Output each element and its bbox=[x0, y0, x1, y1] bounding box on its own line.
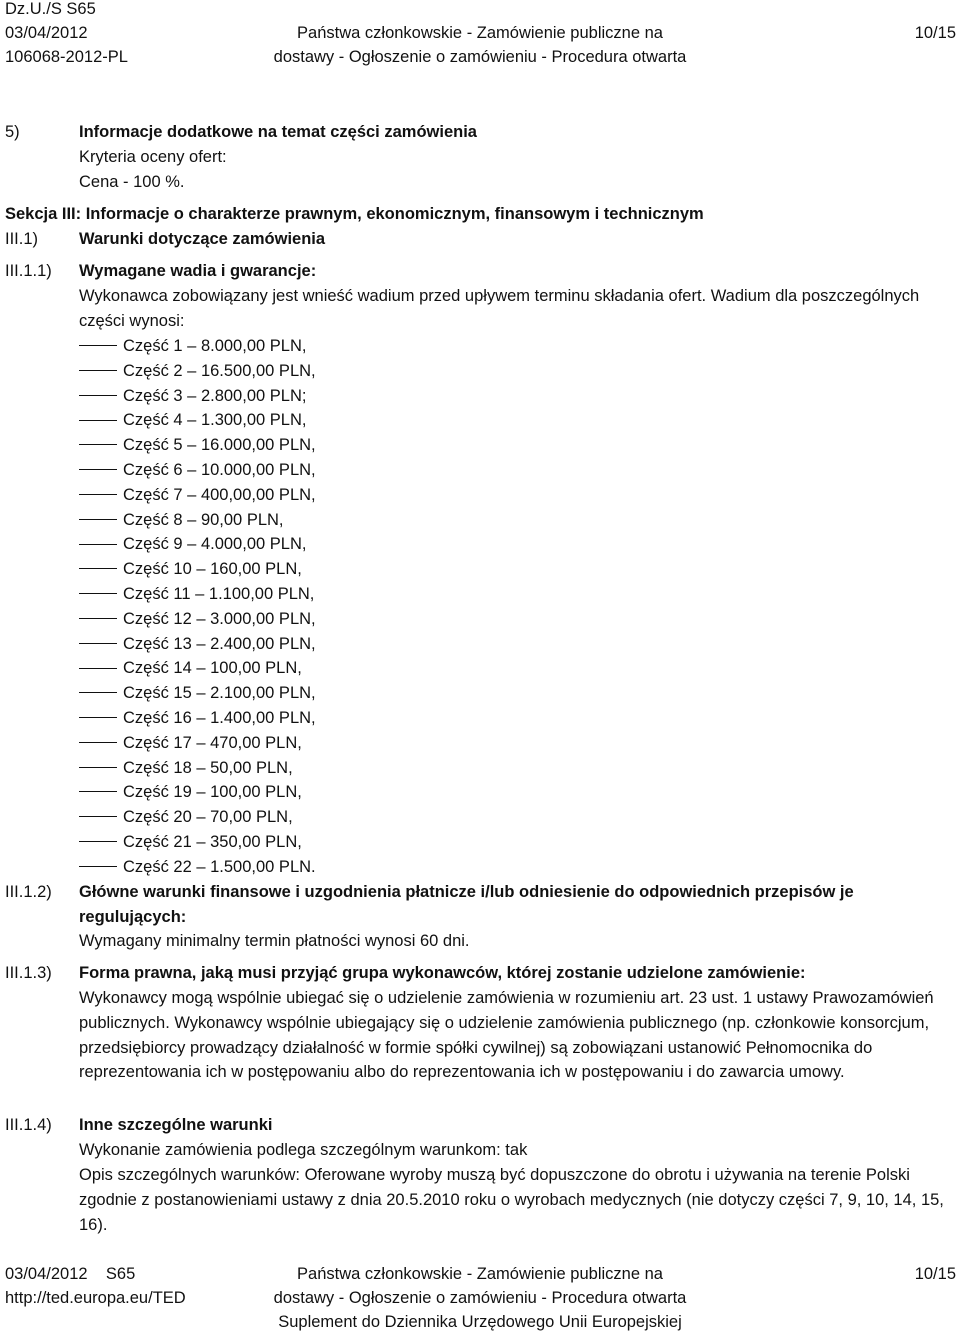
deposit-part-item bbox=[79, 632, 948, 657]
section-3-1-2-heading: Główne warunki finansowe i uzgodnienia płatnicze i/lub odniesienie do odpowiednich przepisów je regulujących: bbox=[79, 883, 854, 926]
dash-bullet bbox=[79, 767, 117, 768]
dash-bullet bbox=[79, 717, 117, 718]
dash-bullet bbox=[79, 841, 117, 842]
dash-bullet bbox=[79, 668, 117, 669]
dash-bullet bbox=[79, 544, 117, 545]
deposit-part-item bbox=[79, 483, 948, 508]
deposit-part-text: Część 16 – 1.400,00 PLN, bbox=[123, 708, 316, 727]
deposit-part-text: Część 21 – 350,00 PLN, bbox=[123, 832, 302, 851]
dash-bullet bbox=[79, 370, 117, 371]
deposit-part-text: Część 11 – 1.100,00 PLN, bbox=[123, 584, 315, 603]
doc-id: Dz.U./S S65 bbox=[5, 0, 96, 18]
deposit-part-text: Część 8 – 90,00 PLN, bbox=[123, 510, 284, 529]
deposit-part-item bbox=[79, 359, 948, 384]
deposit-part-text: Część 19 – 100,00 PLN, bbox=[123, 783, 302, 802]
section-3-1-4-line1: Wykonanie zamówienia podlega szczególnym warunkom: tak bbox=[79, 1141, 528, 1159]
deposit-part-text: Część 18 – 50,00 PLN, bbox=[123, 758, 293, 777]
section-3-1-1-text: Wykonawca zobowiązany jest wnieść wadium przed upływem terminu składania ofert. Wadium dla poszczególnych części wynosi: bbox=[79, 287, 920, 330]
deposit-part-text: Część 22 – 1.500,00 PLN. bbox=[123, 857, 316, 876]
section-3-1-4-text: Opis szczególnych warunków: Oferowane wyroby muszą być dopuszczone do obrotu i używania na terenie Polski zgodnie z postanowieniami ustawy z dnia 20.5.2010 roku o wyrobach medycznych (nie dotyczy części 7, 9, 10, 14, 15, 16). bbox=[79, 1166, 944, 1234]
header-title-line2: dostawy - Ogłoszenie o zamówieniu - Procedura otwarta bbox=[273, 48, 687, 66]
section-3-1-1-heading: Wymagane wadia i gwarancje: bbox=[79, 262, 317, 280]
dash-bullet bbox=[79, 519, 117, 520]
deposit-part-text: Część 15 – 2.100,00 PLN, bbox=[123, 684, 316, 703]
deposit-part-text: Część 20 – 70,00 PLN, bbox=[123, 808, 293, 827]
deposit-part-item bbox=[79, 731, 948, 756]
deposit-part-item bbox=[79, 756, 948, 781]
section-5-line2: Cena - 100 %. bbox=[79, 173, 185, 191]
deposit-part-text: Część 13 – 2.400,00 PLN, bbox=[123, 634, 316, 653]
section-3-1-2-text: Wymagany minimalny termin płatności wynosi 60 dni. bbox=[79, 932, 470, 950]
deposit-part-item bbox=[79, 656, 948, 681]
section-3-1-2-number: III.1.2) bbox=[5, 883, 52, 901]
deposit-part-item bbox=[79, 508, 948, 533]
section-3-1-3-number: III.1.3) bbox=[5, 964, 52, 982]
section-5-number: 5) bbox=[5, 123, 20, 141]
section-5-line1: Kryteria oceny ofert: bbox=[79, 148, 227, 166]
dash-bullet bbox=[79, 494, 117, 495]
deposit-part-text: Część 6 – 10.000,00 PLN, bbox=[123, 460, 316, 479]
deposit-part-text: Część 12 – 3.000,00 PLN, bbox=[123, 609, 316, 628]
dash-bullet bbox=[79, 469, 117, 470]
deposit-part-item bbox=[79, 408, 948, 433]
header-title-line1: Państwa członkowskie - Zamówienie publiczne na bbox=[297, 24, 663, 42]
dash-bullet bbox=[79, 618, 117, 619]
deposit-part-item bbox=[79, 334, 948, 359]
deposit-part-item bbox=[79, 532, 948, 557]
footer-date-series: 03/04/2012 S65 bbox=[5, 1265, 136, 1283]
deposit-part-item bbox=[79, 384, 948, 409]
deposit-part-item bbox=[79, 607, 948, 632]
section-3-1-4-number: III.1.4) bbox=[5, 1116, 52, 1134]
section-5-heading: Informacje dodatkowe na temat części zamówienia bbox=[79, 123, 477, 141]
deposit-part-text: Część 14 – 100,00 PLN, bbox=[123, 659, 302, 678]
deposit-part-item bbox=[79, 582, 948, 607]
dash-bullet bbox=[79, 593, 117, 594]
dash-bullet bbox=[79, 816, 117, 817]
deposit-parts-list bbox=[79, 334, 948, 880]
deposit-part-text: Część 5 – 16.000,00 PLN, bbox=[123, 436, 316, 455]
dash-bullet bbox=[79, 791, 117, 792]
section-3-heading: Sekcja III: Informacje o charakterze prawnym, ekonomicznym, finansowym i technicznym bbox=[5, 205, 704, 223]
deposit-part-text: Część 4 – 1.300,00 PLN, bbox=[123, 411, 307, 430]
dash-bullet bbox=[79, 444, 117, 445]
section-3-1-1-number: III.1.1) bbox=[5, 262, 52, 280]
dash-bullet bbox=[79, 866, 117, 867]
deposit-part-item bbox=[79, 855, 948, 880]
notice-id: 106068-2012-PL bbox=[5, 48, 128, 66]
deposit-part-text: Część 3 – 2.800,00 PLN; bbox=[123, 386, 307, 405]
deposit-part-item bbox=[79, 681, 948, 706]
footer-page-number: 10/15 bbox=[914, 1265, 956, 1283]
deposit-part-text: Część 17 – 470,00 PLN, bbox=[123, 733, 302, 752]
dash-bullet bbox=[79, 742, 117, 743]
section-3-1-4-heading: Inne szczególne warunki bbox=[79, 1116, 273, 1134]
section-3-1-number: III.1) bbox=[5, 230, 39, 248]
footer-url[interactable]: http://ted.europa.eu/TED bbox=[5, 1289, 186, 1307]
deposit-part-text: Część 1 – 8.000,00 PLN, bbox=[123, 337, 307, 355]
deposit-part-item bbox=[79, 458, 948, 483]
dash-bullet bbox=[79, 345, 117, 346]
dash-bullet bbox=[79, 692, 117, 693]
dash-bullet bbox=[79, 420, 117, 421]
deposit-part-item bbox=[79, 433, 948, 458]
footer-supplement: Suplement do Dziennika Urzędowego Unii Europejskiej bbox=[278, 1313, 682, 1331]
deposit-part-item bbox=[79, 780, 948, 805]
deposit-part-item bbox=[79, 830, 948, 855]
deposit-part-item bbox=[79, 557, 948, 582]
deposit-part-text: Część 7 – 400,00,00 PLN, bbox=[123, 485, 316, 504]
dash-bullet bbox=[79, 643, 117, 644]
section-3-1-3-text: Wykonawcy mogą wspólnie ubiegać się o udzielenie zamówienia w rozumieniu art. 23 ust. 1 ustawy Prawozamówień publicznych. Wykonawcy wspólnie ubiegający się o udzielenie zamówienia publicznego (np. członkowie konsorcjum, przedsiębiorcy prowadzący działalność w formie spółki cywilnej) są zobowiązani ustanowić Pełnomocnika do reprezentowania ich w postępowaniu albo do reprezentowania ich w postępowaniu i do zawarcia umowy. bbox=[79, 989, 934, 1082]
section-3-1-3-heading: Forma prawna, jaką musi przyjąć grupa wykonawców, której zostanie udzielone zamówienie: bbox=[79, 964, 806, 982]
header-date: 03/04/2012 bbox=[5, 24, 88, 42]
footer-title-line1: Państwa członkowskie - Zamówienie publiczne na bbox=[297, 1265, 663, 1283]
deposit-part-item bbox=[79, 805, 948, 830]
section-3-1-heading: Warunki dotyczące zamówienia bbox=[79, 230, 326, 248]
dash-bullet bbox=[79, 568, 117, 569]
deposit-part-item bbox=[79, 706, 948, 731]
header-page-number: 10/15 bbox=[914, 24, 956, 42]
deposit-part-text: Część 9 – 4.000,00 PLN, bbox=[123, 535, 307, 554]
dash-bullet bbox=[79, 395, 117, 396]
footer-title-line2: dostawy - Ogłoszenie o zamówieniu - Procedura otwarta bbox=[273, 1289, 687, 1307]
deposit-part-text: Część 10 – 160,00 PLN, bbox=[123, 560, 302, 579]
deposit-part-text: Część 2 – 16.500,00 PLN, bbox=[123, 361, 316, 380]
